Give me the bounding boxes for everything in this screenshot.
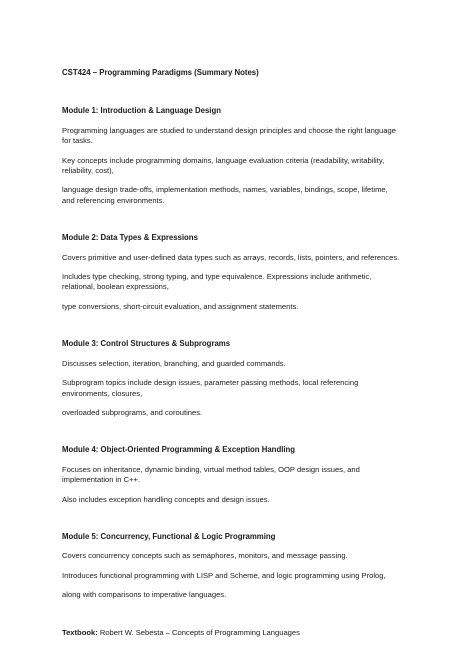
module-1: [62, 106, 402, 206]
module-paragraph: Key concepts include programming domains, language evaluation criteria (readability, writability, reliability, cost),: [62, 155, 385, 176]
module-3: [62, 339, 402, 418]
module-heading: Module 5: Concurrency, Functional & Logic Programming: [62, 531, 276, 541]
module-paragraph: Covers concurrency concepts such as semaphores, monitors, and message passing.: [62, 551, 348, 561]
module-paragraph: overloaded subprograms, and coroutines.: [62, 407, 203, 417]
module-paragraph: Subprogram topics include design issues, parameter passing methods, local referencing environments, closures,: [62, 378, 359, 398]
textbook-label: Textbook:: [62, 627, 98, 637]
module-heading: Module 4: Object-Oriented Programming & Exception Handling: [62, 445, 296, 455]
textbook-value: Robert W. Sebesta – Concepts of Programming Languages: [97, 627, 300, 637]
module-paragraph: language design trade-offs, implementation methods, names, variables, bindings, scope, lifetime, and referencing environments.: [62, 185, 388, 205]
module-heading: Module 3: Control Structures & Subprograms: [62, 339, 231, 349]
module-paragraph: Introduces functional programming with LISP and Scheme, and logic programming using Prolog,: [62, 570, 386, 580]
module-paragraph: Programming languages are studied to understand design principles and choose the right language for tasks.: [62, 125, 396, 146]
module-heading: Module 1: Introduction & Language Design: [62, 106, 221, 116]
module-heading: Module 2: Data Types & Expressions: [62, 233, 198, 243]
document-title: CST424 – Programming Paradigms (Summary Notes): [62, 68, 259, 77]
module-2: [62, 233, 402, 312]
module-paragraph: type conversions, short-circuit evaluation, and assignment statements.: [62, 301, 299, 311]
module-paragraph: along with comparisons to imperative languages.: [62, 590, 227, 600]
module-4: [62, 445, 402, 505]
module-paragraph: Covers primitive and user-defined data types such as arrays, records, lists, pointers, and references.: [62, 252, 400, 262]
module-paragraph: Focuses on inheritance, dynamic binding, virtual method tables, OOP design issues, and implementation in C++.: [62, 464, 360, 485]
module-paragraph: Discusses selection, iteration, branching, and guarded commands.: [62, 358, 286, 368]
document-content: [62, 68, 402, 638]
module-paragraph: Includes type checking, strong typing, and type equivalence. Expressions include arithmetic, relational, boolean expressions,: [62, 272, 372, 292]
module-5: [62, 532, 402, 601]
textbook-line: [62, 628, 402, 638]
module-paragraph: Also includes exception handling concepts and design issues.: [62, 494, 270, 504]
